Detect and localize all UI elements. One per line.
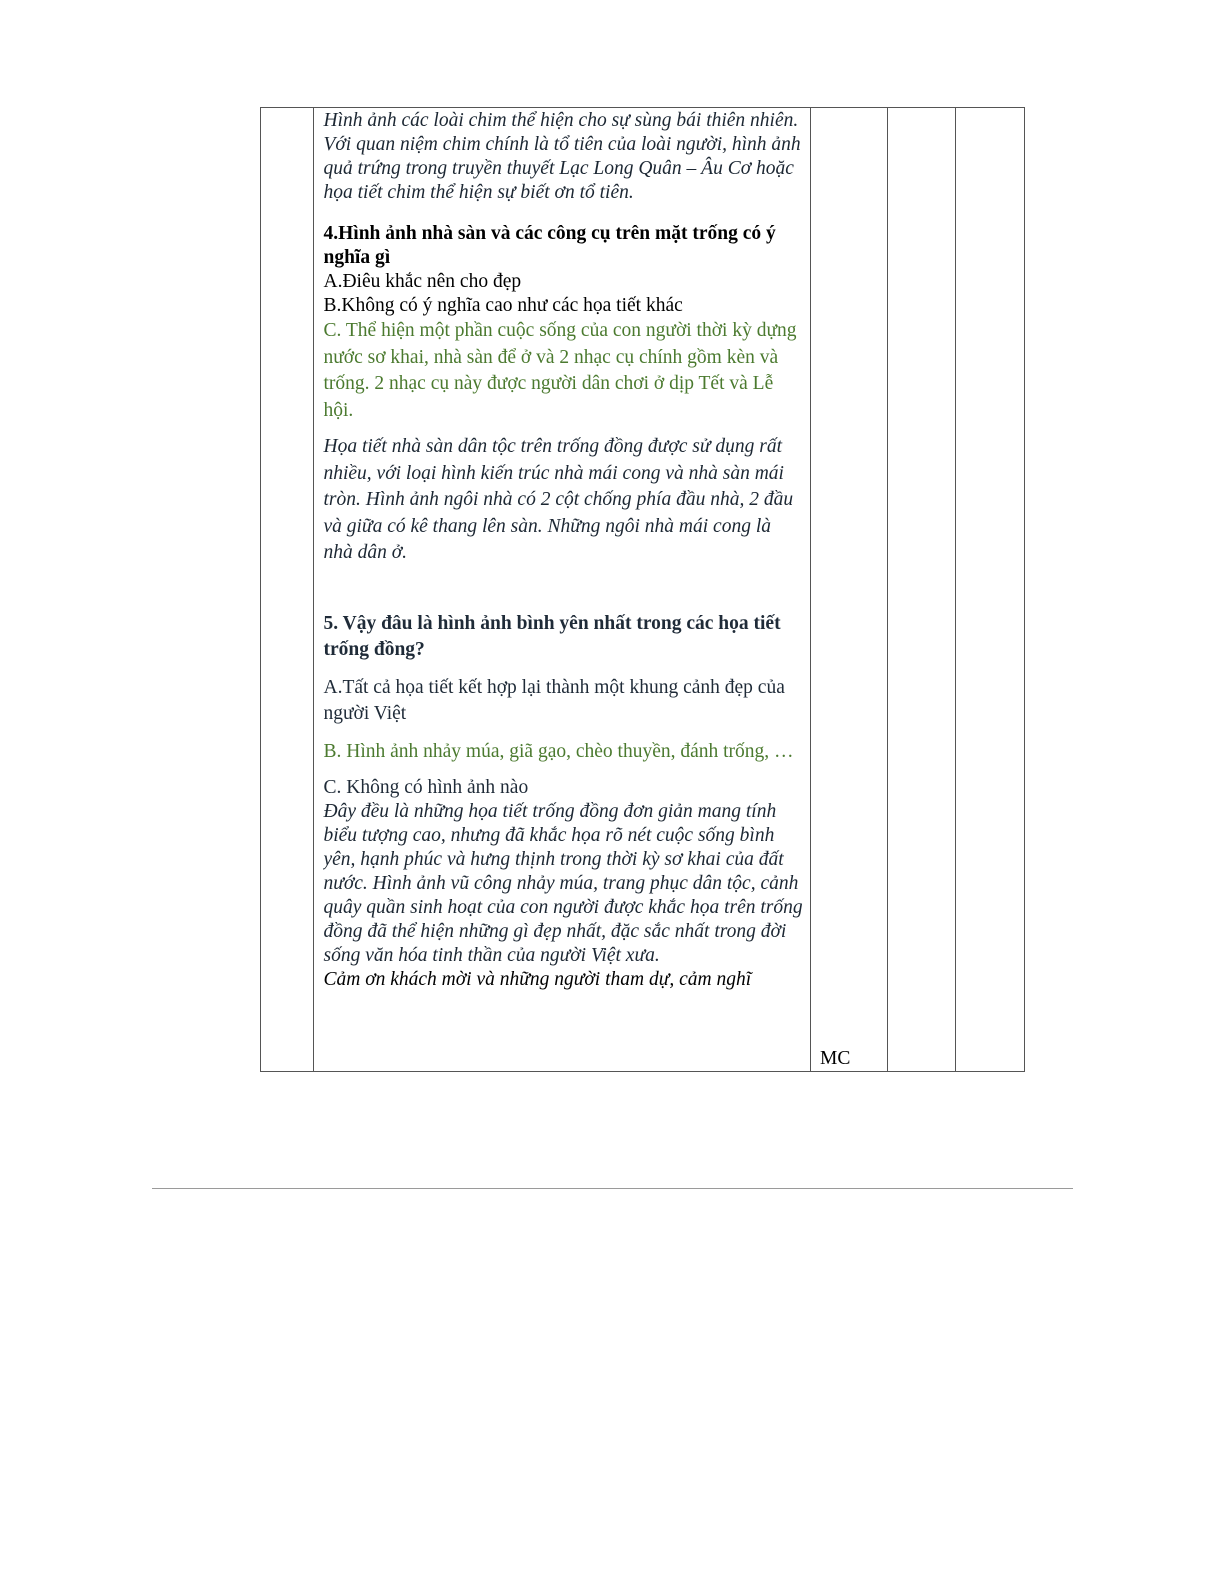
content-cell (314, 108, 811, 1072)
question-5: 5. Vậy đâu là hình ảnh bình yên nhất trong các họa tiết trống đồng? (323, 612, 781, 660)
q5-option-c: C. Không có hình ảnh nào (323, 777, 529, 798)
q4-option-c: C. Thể hiện một phần cuộc sống của con người thời kỳ dựng nước sơ khai, nhà sàn để ở và 2 nhạc cụ chính gồm kèn và trống. 2 nhạc cụ này được người dân chơi ở dịp Tết và Lễ hội. (323, 320, 797, 421)
page-divider (152, 1188, 1073, 1189)
q5-explanation: Đây đều là những họa tiết trống đồng đơn giản mang tính biểu tượng cao, nhưng đã khắc họa rõ nét cuộc sống bình yên, hạnh phúc và hưng thịnh trong thời kỳ sơ khai của đất nước. Hình ảnh vũ công nhảy múa, trang phục dân tộc, cảnh quây quần sinh hoạt của con người được khắc họa trên trống đồng đã thể hiện những gì đẹp nhất, đặc sắc nhất trong đời sống văn hóa tinh thần của người Việt xưa. (323, 801, 803, 966)
index-cell (261, 108, 314, 1072)
q4-option-b: B.Không có ý nghĩa cao như các họa tiết khác (323, 295, 683, 316)
q5-option-a: A.Tất cả họa tiết kết hợp lại thành một khung cảnh đẹp của người Việt (323, 676, 785, 724)
table-row (261, 108, 1025, 1072)
closing-note: Cảm ơn khách mời và những người tham dự, cảm nghĩ (323, 969, 752, 990)
empty-cell (956, 108, 1025, 1072)
question-4: 4.Hình ảnh nhà sàn và các công cụ trên mặt trống có ý nghĩa gì (323, 223, 776, 268)
role-label: MC (820, 1048, 851, 1069)
bird-explanation: Hình ảnh các loài chim thể hiện cho sự sùng bái thiên nhiên. Với quan niệm chim chính là tổ tiên của loài người, hình ảnh quả trứng trong truyền thuyết Lạc Long Quân – Âu Cơ hoặc họa tiết chim thể hiện sự biết ơn tổ tiên. (323, 110, 801, 203)
q4-explanation: Họa tiết nhà sàn dân tộc trên trống đồng được sử dụng rất nhiều, với loại hình kiến trúc nhà mái cong và nhà sàn mái tròn. Hình ảnh ngôi nhà có 2 cột chống phía đầu nhà, 2 đầu và giữa có kê thang lên sàn. Những ngôi nhà mái cong là nhà dân ở. (323, 436, 794, 563)
q4-option-a: A.Điêu khắc nên cho đẹp (323, 271, 522, 292)
q5-option-b: B. Hình ảnh nhảy múa, giã gạo, chèo thuyền, đánh trống, … (323, 740, 794, 762)
role-cell (811, 108, 888, 1072)
content-table (260, 107, 1025, 1072)
empty-cell (887, 108, 956, 1072)
